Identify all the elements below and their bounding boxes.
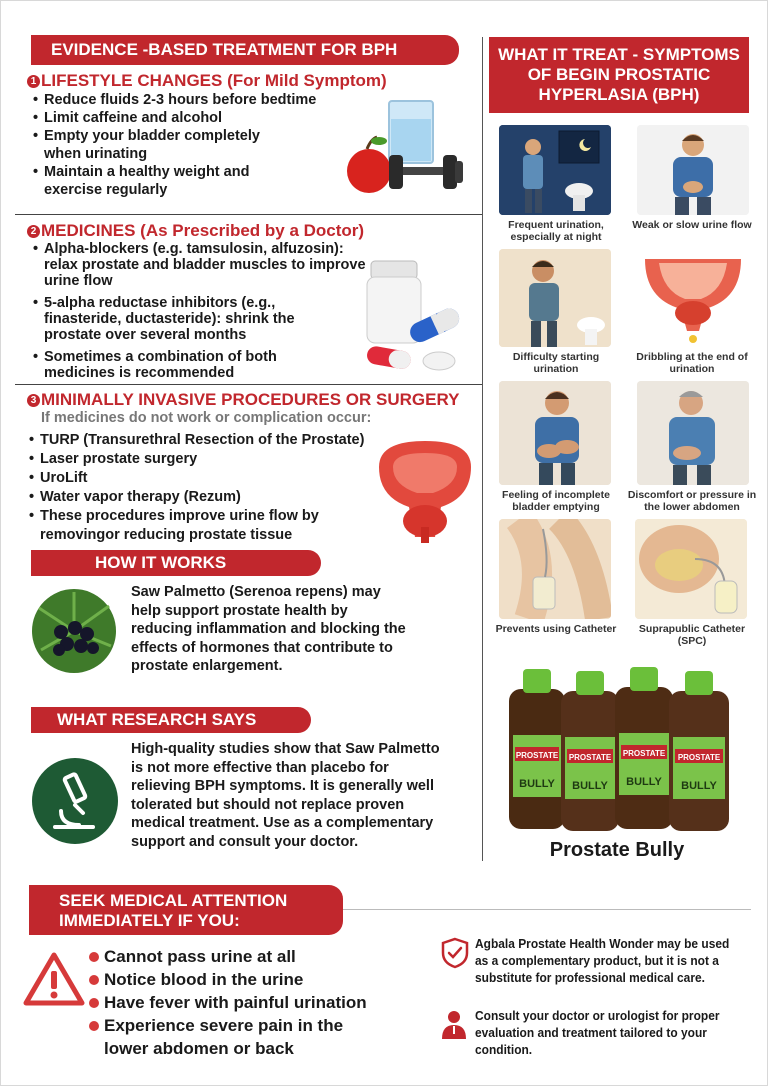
list-item: • UroLift [29,469,369,488]
shield-check-icon [441,937,469,969]
page-title: EVIDENCE -BASED TREATMENT FOR BPH [31,35,459,65]
incomplete-emptying-icon [499,381,611,485]
list-item: • Laser prostate surgery [29,450,369,469]
list-item: • These procedures improve urine flow by removingor reducing prostate tissue [29,507,329,545]
difficulty-starting-icon [499,249,611,347]
night-urination-icon [499,125,611,215]
symptom-caption: Weak or slow urine flow [632,219,752,231]
divider [15,384,483,385]
saw-palmetto-berries-icon [31,588,117,674]
list-item: • Sometimes a combination of both medicines is recommended [33,349,321,381]
symptom-caption: Feeling of incomplete bladder emptying [502,489,610,513]
product-name: Prostate Bully [549,839,685,861]
consult-disclaimer: Consult your doctor or urologist for proper evaluation and treatment tailored to your condition. [475,1008,720,1057]
warning-icon [23,951,85,1007]
list-item: • Water vapor therapy (Rezum) [29,488,369,507]
symptoms-title: WHAT IT TREAT - SYMPTOMS OF BEGIN PROSTATIC HYPERLASIA (BPH) [489,37,749,113]
weak-flow-icon [637,125,749,215]
list-item: Experience severe pain in the lower abdomen or back [89,1014,389,1060]
svg-text:BULLY: BULLY [681,780,717,792]
lifestyle-list [33,91,353,199]
section-number-1: 1 [27,75,40,88]
list-item: • 5-alpha reductase inhibitors (e.g., finasteride, ductasteride): shrink the prostate over several months [33,295,331,343]
procedures-title: 3 MINIMALLY INVASIVE PROCEDURES OR SURGERY [27,390,459,410]
microscope-icon [31,757,119,845]
prostate-anatomy-icon [373,437,477,545]
svg-text:BULLY: BULLY [626,776,662,788]
catheter-icon [499,519,611,619]
list-item: • TURP (Transurethral Resection of the Prostate) [29,431,399,450]
svg-text:PROSTATE: PROSTATE [622,749,666,758]
list-item: • Alpha-blockers (e.g. tamsulosin, alfuzosin): relax prostate and bladder muscles to improve urine flow [33,241,371,289]
lifestyle-title: 1 LIFESTYLE CHANGES (For Mild Symptom) [27,71,387,91]
apple-water-dumbbell-icon [345,97,469,201]
medicines-list [33,241,371,381]
research-text: High-quality studies show that Saw Palmetto is not more effective than placebo for relieving BPH symptoms. It is generally well tolerated but should not replace proven medical treatment. Use as a complementary support and consult your doctor. [131,741,440,850]
svg-text:PROSTATE: PROSTATE [515,751,559,760]
symptom-caption: Discomfort or pressure in the lower abdomen [627,489,757,513]
svg-text:BULLY: BULLY [519,778,555,790]
symptom-caption: Difficulty starting urination [512,351,600,375]
list-item: • Reduce fluids 2-3 hours before bedtime [33,91,353,109]
divider [343,909,751,910]
svg-text:PROSTATE: PROSTATE [677,753,721,762]
section-number-2: 2 [27,225,40,238]
symptom-caption: Suprapublic Catheter (SPC) [638,623,746,647]
product-bottles-image [501,667,737,833]
pill-bottle-icon [361,257,471,375]
doctor-icon [439,1009,469,1041]
list-item: • Limit caffeine and alcohol [33,109,353,127]
medicines-title: 2 MEDICINES (As Prescribed by a Doctor) [27,221,364,241]
how-it-works-text: Saw Palmetto (Serenoa repens) may help support prostate health by reducing inflammation and blocking the effects of hormones that contribute to prostate enlargement. [131,584,406,674]
research-title: WHAT RESEARCH SAYS [31,707,311,733]
procedures-note: If medicines do not work or complication occur: [41,410,372,426]
abdomen-pressure-icon [637,381,749,485]
svg-text:BULLY: BULLY [572,780,608,792]
symptom-caption: Dribbling at the end of urination [636,351,748,375]
seek-attention-list [89,945,389,1060]
list-item: • Maintain a healthy weight and exercise regularly [33,163,283,199]
list-item: • Empty your bladder completely when urinating [33,127,283,163]
symptom-caption: Prevents using Catheter [495,623,617,635]
list-item: Have fever with painful urination [89,991,389,1014]
seek-attention-title [29,885,343,935]
dribbling-icon [637,249,749,347]
symptom-caption: Frequent urination, especially at night [508,219,604,243]
section-number-3: 3 [27,394,40,407]
seek-title-line1: SEEK MEDICAL ATTENTION [59,891,288,910]
seek-title-line2: IMMEDIATELY IF YOU: [59,911,240,930]
how-it-works-title: HOW IT WORKS [31,550,321,576]
list-item: Notice blood in the urine [89,968,389,991]
column-divider [482,37,483,861]
svg-text:PROSTATE: PROSTATE [568,753,612,762]
procedures-list [29,431,369,545]
suprapubic-catheter-icon [635,519,747,619]
divider [15,214,483,215]
complementary-disclaimer: Agbala Prostate Health Wonder may be used as a complementary product, but it is not a substitute for professional medical care. [475,936,730,985]
list-item: Cannot pass urine at all [89,945,389,968]
